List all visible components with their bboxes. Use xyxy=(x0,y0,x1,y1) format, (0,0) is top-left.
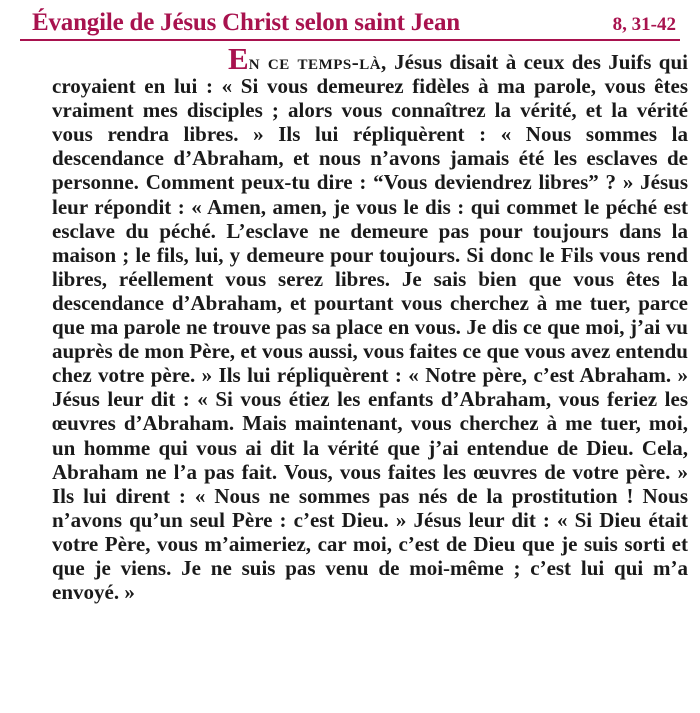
gospel-title: Évangile de Jésus Christ selon saint Jean xyxy=(32,9,460,36)
opening-words: n ce temps-là, xyxy=(248,50,387,74)
passage-text: Jésus disait à ceux des Juifs qui croyaient en lui : « Si vous demeurez fidèles à ma parole, vous êtes vraiment mes disciples ; alors vous connaîtrez la vérité, et la vérité vous rendra libres. » Ils lui répliquèrent : « Nous sommes la descendance d’Abraham, et nous n’avons jamais été les esclaves de personne. Comment peux-tu dire : “Vous deviendrez libres” ? » Jésus leur répondit : « Amen, amen, je vous le dis : qui commet le péché est esclave du péché. L’esclave ne demeure pas pour toujours dans la maison ; le fils, lui, y demeure pour toujours. Si donc le Fils vous rend libres, réellement vous serez libres. Je sais bien que vous êtes la descendance d’Abraham, et pourtant vous cherchez à me tuer, parce que ma parole ne trouve pas sa place en vous. Je dis ce que moi, j’ai vu auprès de mon Père, et vous aussi, vous faites ce que vous avez entendu chez votre père. » Ils lui répliquèrent : « Notre père, c’est Abraham. » Jésus leur dit : « Si vous étiez les enfants d’Abraham, vous feriez les œuvres d’Abraham. Mais maintenant, vous cherchez à me tuer, moi, un homme qui vous ai dit la vérité que j’ai entendue de Dieu. Cela, Abraham ne l’a pas fait. Vous, vous faites les œuvres de votre père. » Ils lui dirent : « Nous ne sommes pas nés de la prostitution ! Nous n’avons qu’un seul Père : c’est Dieu. » Jésus leur dit : « Si Dieu était votre Père, vous m’aimeriez, car moi, c’est de Dieu que je suis sorti et que je viens. Je ne suis pas venu de moi-même ; c’est lui qui m’a envoyé. » xyxy=(52,50,688,605)
page-header xyxy=(20,8,680,41)
drop-cap: E xyxy=(228,41,249,76)
verse-reference: 8, 31-42 xyxy=(612,14,676,35)
gospel-passage xyxy=(52,41,688,605)
